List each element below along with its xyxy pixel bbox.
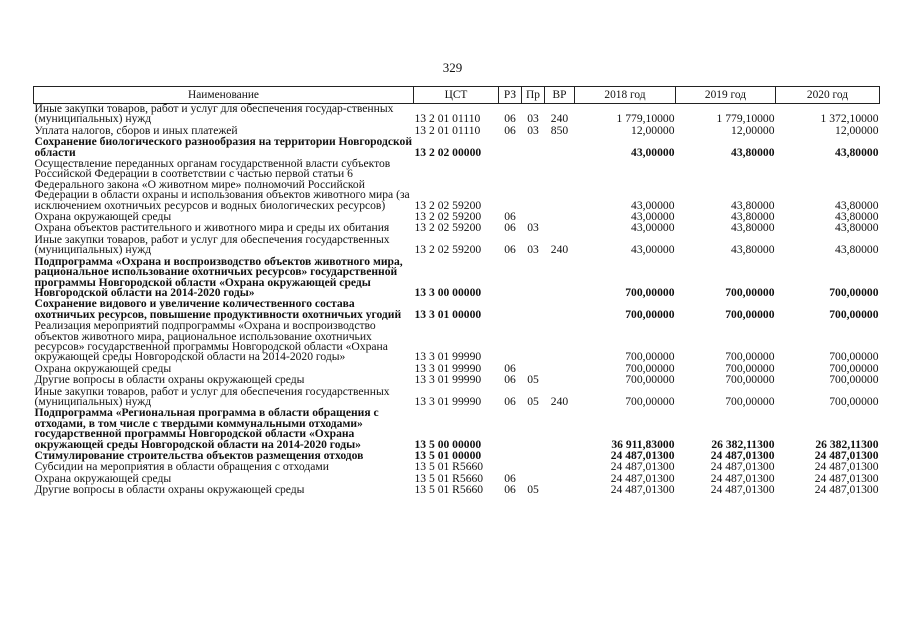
cell-pr	[522, 159, 545, 212]
cell-rz: 06	[504, 361, 516, 375]
cell-cst: 13 3 00 00000	[414, 285, 482, 299]
cell-vr	[545, 462, 575, 473]
cell-2020: 24 487,01300	[814, 483, 879, 497]
cell-2018: 24 487,01300	[610, 460, 675, 474]
cell-2018: 24 487,01300	[610, 449, 675, 462]
table-header-row	[34, 87, 880, 104]
cell-2020: 700,00000	[829, 285, 879, 299]
cell-2019: 700,00000	[725, 350, 775, 364]
cell-name: Реализация мероприятий подпрограммы «Охрана и воспроизводство объектов животного мира, рациональное использование охотничьих ресурсов» государственной программы Новгородской области «Охрана окружающей среды Новгородской области на 2014-2020 годы»	[34, 319, 388, 364]
cell-rz: 06	[504, 394, 516, 408]
cell-2018: 700,00000	[625, 394, 675, 408]
table-row	[34, 387, 880, 409]
cell-2020: 43,80000	[835, 210, 879, 224]
cell-cst: 13 2 02 59200	[414, 210, 482, 224]
cell-2019: 43,80000	[731, 221, 775, 235]
cell-2019: 24 487,01300	[710, 483, 775, 497]
cell-2020: 700,00000	[829, 361, 879, 375]
cell-2018: 36 911,83000	[611, 437, 675, 451]
cell-cst: 13 3 01 99990	[414, 350, 482, 364]
table-row	[34, 104, 880, 126]
cell-rz	[499, 321, 522, 364]
cell-rz: 06	[504, 483, 516, 497]
cell-vr	[545, 375, 575, 386]
header-pr: Пр	[522, 87, 545, 104]
cell-2018: 43,00000	[631, 210, 675, 224]
cell-2020: 24 487,01300	[814, 471, 879, 485]
cell-2020: 43,80000	[835, 198, 879, 212]
cell-2020: 700,00000	[829, 307, 879, 321]
cell-2019: 700,00000	[725, 285, 775, 299]
cell-2019: 1 779,10000	[716, 112, 775, 126]
cell-name: Охрана окружающей среды	[34, 361, 172, 375]
cell-vr	[545, 299, 575, 321]
cell-cst: 13 2 01 01110	[414, 123, 481, 137]
cell-2019: 43,80000	[731, 243, 775, 257]
header-name: Наименование	[34, 87, 414, 104]
cell-pr: 03	[527, 221, 539, 235]
cell-2018: 700,00000	[625, 307, 675, 321]
cell-vr	[545, 223, 575, 234]
cell-2019: 43,80000	[731, 198, 775, 212]
cell-name: Охрана окружающей среды	[34, 471, 172, 485]
cell-pr	[522, 321, 545, 364]
cell-2019: 24 487,01300	[710, 471, 775, 485]
cell-name: Осуществление переданных органам государственной власти субъектов Российской Федерации в соответствии с частью первой статьи 6 Федерального закона «О животном мире» полномочий Российской Федерации в области охраны и использования объектов животного мира (за исключением охотничьих ресурсов и водных биологических ресурсов)	[34, 157, 410, 212]
cell-2018: 700,00000	[625, 350, 675, 364]
cell-2020: 700,00000	[829, 350, 879, 364]
cell-vr	[545, 364, 575, 375]
cell-name: Охрана окружающей среды	[34, 210, 172, 224]
cell-2018: 24 487,01300	[610, 483, 675, 497]
cell-2018: 43,00000	[631, 198, 675, 212]
cell-cst: 13 2 02 59200	[414, 243, 482, 257]
cell-2019: 24 487,01300	[710, 449, 775, 462]
cell-name: Иные закупки товаров, работ и услуг для обеспечения государственных (муниципальных) нужд	[34, 232, 390, 257]
cell-rz: 06	[504, 221, 516, 235]
cell-pr	[522, 462, 545, 473]
cell-2018: 1 779,10000	[616, 112, 675, 126]
cell-2019: 43,80000	[731, 210, 775, 224]
cell-pr	[522, 299, 545, 321]
cell-name: Подпрограмма «Охрана и воспроизводство объектов животного мира, рациональное использование охотничьих ресурсов» государственной программы Новгородской области «Охрана окружающей среды Новгородской области на 2014-2020 годы»	[34, 254, 403, 299]
cell-pr	[522, 451, 545, 462]
table-body	[34, 104, 880, 497]
cell-name: Другие вопросы в области охраны окружающей среды	[34, 483, 305, 497]
cell-name: Сохранение видового и увеличение количественного состава охотничьих ресурсов, повышение продуктивности охотничьих угодий	[34, 297, 402, 321]
cell-rz: 06	[504, 210, 516, 224]
cell-pr	[522, 137, 545, 159]
cell-rz	[499, 257, 522, 300]
cell-2020: 700,00000	[829, 394, 879, 408]
cell-vr	[545, 451, 575, 462]
cell-pr: 03	[527, 123, 539, 137]
cell-2020: 43,80000	[835, 145, 879, 159]
cell-2020: 43,80000	[835, 221, 879, 235]
cell-name: Сохранение биологического разнообразия на территории Новгородской области	[34, 135, 413, 159]
cell-2019: 700,00000	[725, 307, 775, 321]
table-row	[34, 299, 880, 321]
cell-pr: 05	[527, 373, 539, 387]
cell-cst: 13 5 00 00000	[414, 437, 482, 451]
cell-name: Другие вопросы в области охраны окружающей среды	[34, 373, 305, 387]
cell-rz: 06	[504, 243, 516, 257]
cell-2020: 24 487,01300	[814, 460, 879, 474]
cell-cst: 13 3 01 99990	[414, 373, 482, 387]
cell-vr: 240	[550, 112, 569, 126]
cell-cst: 13 5 01 00000	[414, 449, 482, 462]
cell-pr	[522, 257, 545, 300]
cell-2018: 700,00000	[625, 285, 675, 299]
cell-cst: 13 2 02 00000	[414, 145, 482, 159]
cell-pr: 03	[527, 243, 539, 257]
cell-pr: 05	[527, 394, 539, 408]
cell-2020: 24 487,01300	[814, 449, 879, 462]
cell-name: Уплата налогов, сборов и иных платежей	[34, 123, 238, 137]
cell-vr: 850	[550, 123, 569, 137]
cell-2019: 12,00000	[731, 123, 775, 137]
cell-rz: 06	[504, 112, 516, 126]
header-vr: ВР	[545, 87, 575, 104]
cell-rz: 06	[504, 123, 516, 137]
cell-2018: 700,00000	[625, 361, 675, 375]
cell-cst: 13 3 01 00000	[414, 307, 482, 321]
cell-vr	[545, 159, 575, 212]
cell-cst: 13 5 01 R5660	[414, 460, 484, 474]
cell-vr	[545, 474, 575, 485]
header-cst: ЦСТ	[414, 87, 499, 104]
cell-rz: 06	[504, 373, 516, 387]
cell-2020: 12,00000	[835, 123, 879, 137]
cell-pr: 03	[527, 112, 539, 126]
cell-vr	[545, 137, 575, 159]
table-row	[34, 485, 880, 496]
cell-cst: 13 3 01 99990	[414, 394, 482, 408]
table-row	[34, 321, 880, 364]
cell-2018: 24 487,01300	[610, 471, 675, 485]
cell-2018: 12,00000	[631, 123, 675, 137]
cell-vr	[545, 485, 575, 496]
cell-2019: 700,00000	[725, 361, 775, 375]
cell-vr	[545, 321, 575, 364]
cell-vr: 240	[550, 394, 569, 408]
cell-name: Подпрограмма «Региональная программа в области обращения с отходами, в том числе с твердыми коммунальными отходами» государственной программы Новгородской области «Охрана окружающей среды Новгородской области на 2014-2020 годы»	[34, 406, 379, 451]
cell-cst: 13 5 01 R5660	[414, 471, 484, 485]
table-row	[34, 137, 880, 159]
budget-table	[33, 86, 880, 497]
cell-cst: 13 5 01 R5660	[414, 483, 484, 497]
cell-name: Охрана объектов растительного и животного мира и среды их обитания	[34, 221, 390, 235]
cell-2020: 700,00000	[829, 373, 879, 387]
cell-2018: 43,00000	[631, 221, 675, 235]
cell-name: Иные закупки товаров, работ и услуг для обеспечения государственных (муниципальных) нужд	[34, 384, 390, 408]
cell-pr: 05	[527, 483, 539, 497]
cell-name: Стимулирование строительства объектов размещения отходов	[34, 449, 364, 462]
cell-pr	[522, 408, 545, 451]
cell-vr	[545, 408, 575, 451]
header-2018: 2018 год	[575, 87, 676, 104]
cell-name: Субсидии на мероприятия в области обращения с отходами	[34, 460, 329, 474]
cell-cst: 13 2 02 59200	[414, 221, 482, 235]
cell-vr: 240	[550, 243, 569, 257]
cell-2018: 43,00000	[631, 243, 675, 257]
header-2020: 2020 год	[776, 87, 880, 104]
cell-2019: 26 382,11300	[711, 437, 775, 451]
cell-rz	[499, 299, 522, 321]
cell-rz	[499, 408, 522, 451]
cell-vr	[545, 257, 575, 300]
cell-2020: 43,80000	[835, 243, 879, 257]
header-2019: 2019 год	[676, 87, 776, 104]
cell-cst: 13 2 01 01110	[414, 112, 481, 126]
cell-2019: 43,80000	[731, 145, 775, 159]
page-number: 329	[442, 60, 463, 75]
table-row	[34, 159, 880, 212]
table-row	[34, 408, 880, 451]
cell-2018: 43,00000	[631, 145, 675, 159]
table-row	[34, 235, 880, 257]
table-row	[34, 257, 880, 300]
cell-rz	[499, 451, 522, 462]
cell-vr	[545, 212, 575, 223]
cell-2019: 700,00000	[725, 373, 775, 387]
cell-2019: 24 487,01300	[710, 460, 775, 474]
cell-cst: 13 2 02 59200	[414, 198, 482, 212]
cell-rz	[499, 159, 522, 212]
cell-rz: 06	[504, 471, 516, 485]
cell-name: Иные закупки товаров, работ и услуг для обеспечения государ-ственных (муниципальных) нужд	[34, 102, 394, 126]
cell-rz	[499, 137, 522, 159]
cell-2020: 1 372,10000	[820, 112, 879, 126]
cell-2020: 26 382,11300	[815, 437, 879, 451]
cell-2019: 700,00000	[725, 394, 775, 408]
cell-cst: 13 3 01 99990	[414, 361, 482, 375]
cell-2018: 700,00000	[625, 373, 675, 387]
header-rz: РЗ	[499, 87, 522, 104]
